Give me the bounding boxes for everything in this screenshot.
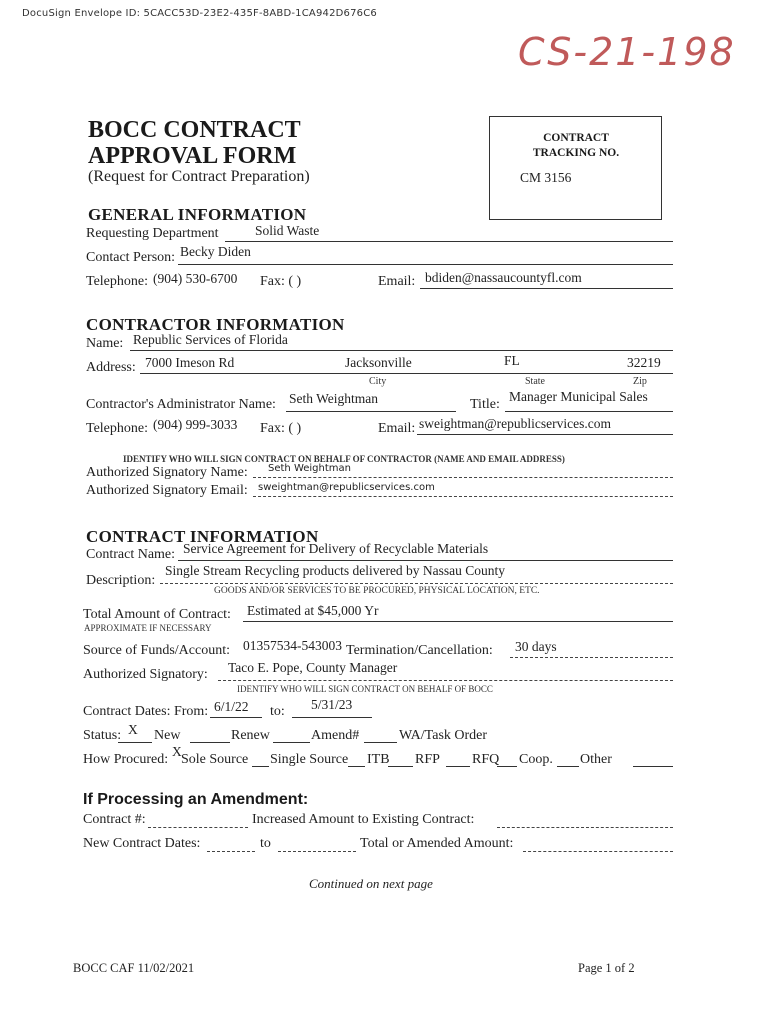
termination-line [510,657,673,658]
termination-label: Termination/Cancellation: [346,643,493,658]
description-caption: GOODS AND/OR SERVICES TO BE PROCURED, PHYSICAL LOCATION, ETC. [214,586,540,596]
signatory-name-label: Authorized Signatory Name: [86,465,248,480]
status-new-blank [118,742,152,743]
tracking-number[interactable]: CM 3156 [520,170,572,185]
email-field[interactable]: bdiden@nassaucountyfl.com [425,270,582,285]
status-renew-blank [190,742,230,743]
signatory-email-label: Authorized Signatory Email: [86,483,248,498]
tracking-label-2: TRACKING NO. [532,147,620,159]
date-from-line [210,717,262,718]
status-new-label: New [154,728,181,743]
date-to-field[interactable]: 5/31/23 [311,697,353,712]
signatory-name-field[interactable]: Seth Weightman [268,463,351,474]
funds-label: Source of Funds/Account: [83,643,230,658]
status-wa-label: WA/Task Order [399,728,488,743]
amend-to-label: to [260,836,271,851]
amend-total-label: Total or Amended Amount: [360,836,514,851]
admin-name-field[interactable]: Seth Weightman [289,391,379,406]
status-amend-blank [273,742,310,743]
city-caption: City [369,376,387,387]
contact-person-line [178,264,673,265]
form-subtitle: (Request for Contract Preparation) [88,168,310,185]
status-renew-label: Renew [231,728,270,743]
to-label: to: [270,704,285,719]
authorized-signatory-line [218,680,673,681]
contractor-name-label: Name: [86,336,124,351]
status-wa-blank [364,742,397,743]
amend-increased-line [497,827,673,828]
funds-field[interactable]: 01357534-543003 [243,638,342,653]
amend-increased-label: Increased Amount to Existing Contract: [252,812,475,827]
zip-field[interactable]: 32219 [627,355,661,370]
authorized-signatory-caption: IDENTIFY WHO WILL SIGN CONTRACT ON BEHALF OF BOCC [237,684,493,694]
contract-name-label: Contract Name: [86,547,176,562]
telephone-field[interactable]: (904) 530-6700 [153,271,238,286]
total-amount-label: Total Amount of Contract: [83,607,231,622]
proc-other-label: Other [580,752,612,767]
proc-other-pre-blank [557,766,579,767]
city-field[interactable]: Jacksonville [345,355,412,370]
contractor-email-field[interactable]: sweightman@republicservices.com [419,416,611,431]
admin-name-label: Contractor's Administrator Name: [86,397,276,412]
authorized-signatory-field[interactable]: Taco E. Pope, County Manager [228,660,398,675]
proc-rfp-label: RFP [415,752,440,767]
authorized-signatory-label: Authorized Signatory: [83,667,208,682]
signatory-name-line [253,477,673,478]
footer-form-id: BOCC CAF 11/02/2021 [73,961,195,975]
amend-from-line [207,851,255,852]
contractor-info-heading: CONTRACTOR INFORMATION [86,315,345,334]
amend-to-line [278,851,356,852]
total-amount-field[interactable]: Estimated at $45,000 Yr [247,603,379,618]
proc-single-label: Single Source [270,752,349,767]
form-title-line-2: APPROVAL FORM [88,143,297,169]
email-label: Email: [378,274,416,289]
proc-sole-label: Sole Source [181,752,249,767]
amend-contract-line [148,827,248,828]
telephone-label: Telephone: [86,274,148,289]
contract-name-line [178,560,673,561]
contractor-telephone-field[interactable]: (904) 999-3033 [153,417,238,432]
how-procured-label: How Procured: [83,752,169,767]
contractor-email-line [417,434,673,435]
title-line [505,411,673,412]
street-field[interactable]: 7000 Imeson Rd [145,355,235,370]
date-from-field[interactable]: 6/1/22 [214,699,249,714]
proc-coop-label: Coop. [519,752,553,767]
proc-other-blank [633,766,673,767]
amend-dates-label: New Contract Dates: [83,836,201,851]
status-new-mark[interactable]: X [128,722,138,737]
identify-signer-note: IDENTIFY WHO WILL SIGN CONTRACT ON BEHALF OF CONTRACTOR (NAME AND EMAIL ADDRESS) [123,454,565,464]
proc-itb-blank [348,766,365,767]
sole-source-mark[interactable]: X [172,744,182,759]
amend-total-line [523,851,673,852]
contractor-email-label: Email: [378,421,416,436]
total-amount-line [243,621,673,622]
description-line [160,583,673,584]
proc-rfp-blank [388,766,413,767]
date-to-line [292,717,372,718]
handwritten-case-number: CS-21-198 [518,30,736,74]
termination-field[interactable]: 30 days [515,639,557,654]
zip-caption: Zip [633,376,647,387]
title-label: Title: [470,397,500,412]
title-field[interactable]: Manager Municipal Sales [509,389,648,404]
continued-note: Continued on next page [309,876,433,891]
contract-name-field[interactable]: Service Agreement for Delivery of Recyclable Materials [183,541,489,556]
total-amount-caption: APPROXIMATE IF NECESSARY [84,623,212,633]
description-label: Description: [86,573,156,588]
status-label: Status: [83,728,122,743]
contractor-telephone-label: Telephone: [86,421,148,436]
proc-itb-label: ITB [367,752,390,767]
proc-rfq-blank [446,766,470,767]
address-label: Address: [86,360,136,375]
department-field[interactable]: Solid Waste [255,223,320,238]
footer-page-number: Page 1 of 2 [578,961,635,975]
contractor-fax-label: Fax: ( ) [260,421,302,436]
contractor-name-line [130,350,673,351]
address-line [140,373,673,374]
amend-contract-label: Contract #: [83,812,146,827]
docusign-envelope-id: DocuSign Envelope ID: 5CACC53D-23E2-435F-8ABD-1CA942D676C6 [22,8,377,19]
contractor-name-field[interactable]: Republic Services of Florida [133,332,288,347]
description-field[interactable]: Single Stream Recycling products delivered by Nassau County [165,563,506,578]
amendment-heading: If Processing an Amendment: [83,791,309,808]
status-amend-label: Amend# [311,728,360,743]
contact-person-label: Contact Person: [86,250,176,265]
state-field[interactable]: FL [504,353,520,368]
proc-rfq-label: RFQ [472,752,500,767]
contact-person-field[interactable]: Becky Diden [180,244,251,259]
fax-label: Fax: ( ) [260,274,302,289]
proc-coop-blank [497,766,517,767]
form-title-line-1: BOCC CONTRACT [88,117,301,143]
state-caption: State [525,376,545,387]
proc-single-blank [252,766,269,767]
general-info-heading: GENERAL INFORMATION [88,205,307,224]
email-line [420,288,673,289]
admin-name-line [286,411,456,412]
tracking-label-1: CONTRACT [543,132,609,144]
signatory-email-line [253,496,673,497]
department-line [225,241,673,242]
contract-info-heading: CONTRACT INFORMATION [86,527,319,546]
signatory-email-field[interactable]: sweightman@republicservices.com [258,482,435,493]
contract-dates-label: Contract Dates: From: [83,704,209,719]
department-label: Requesting Department [86,226,219,241]
